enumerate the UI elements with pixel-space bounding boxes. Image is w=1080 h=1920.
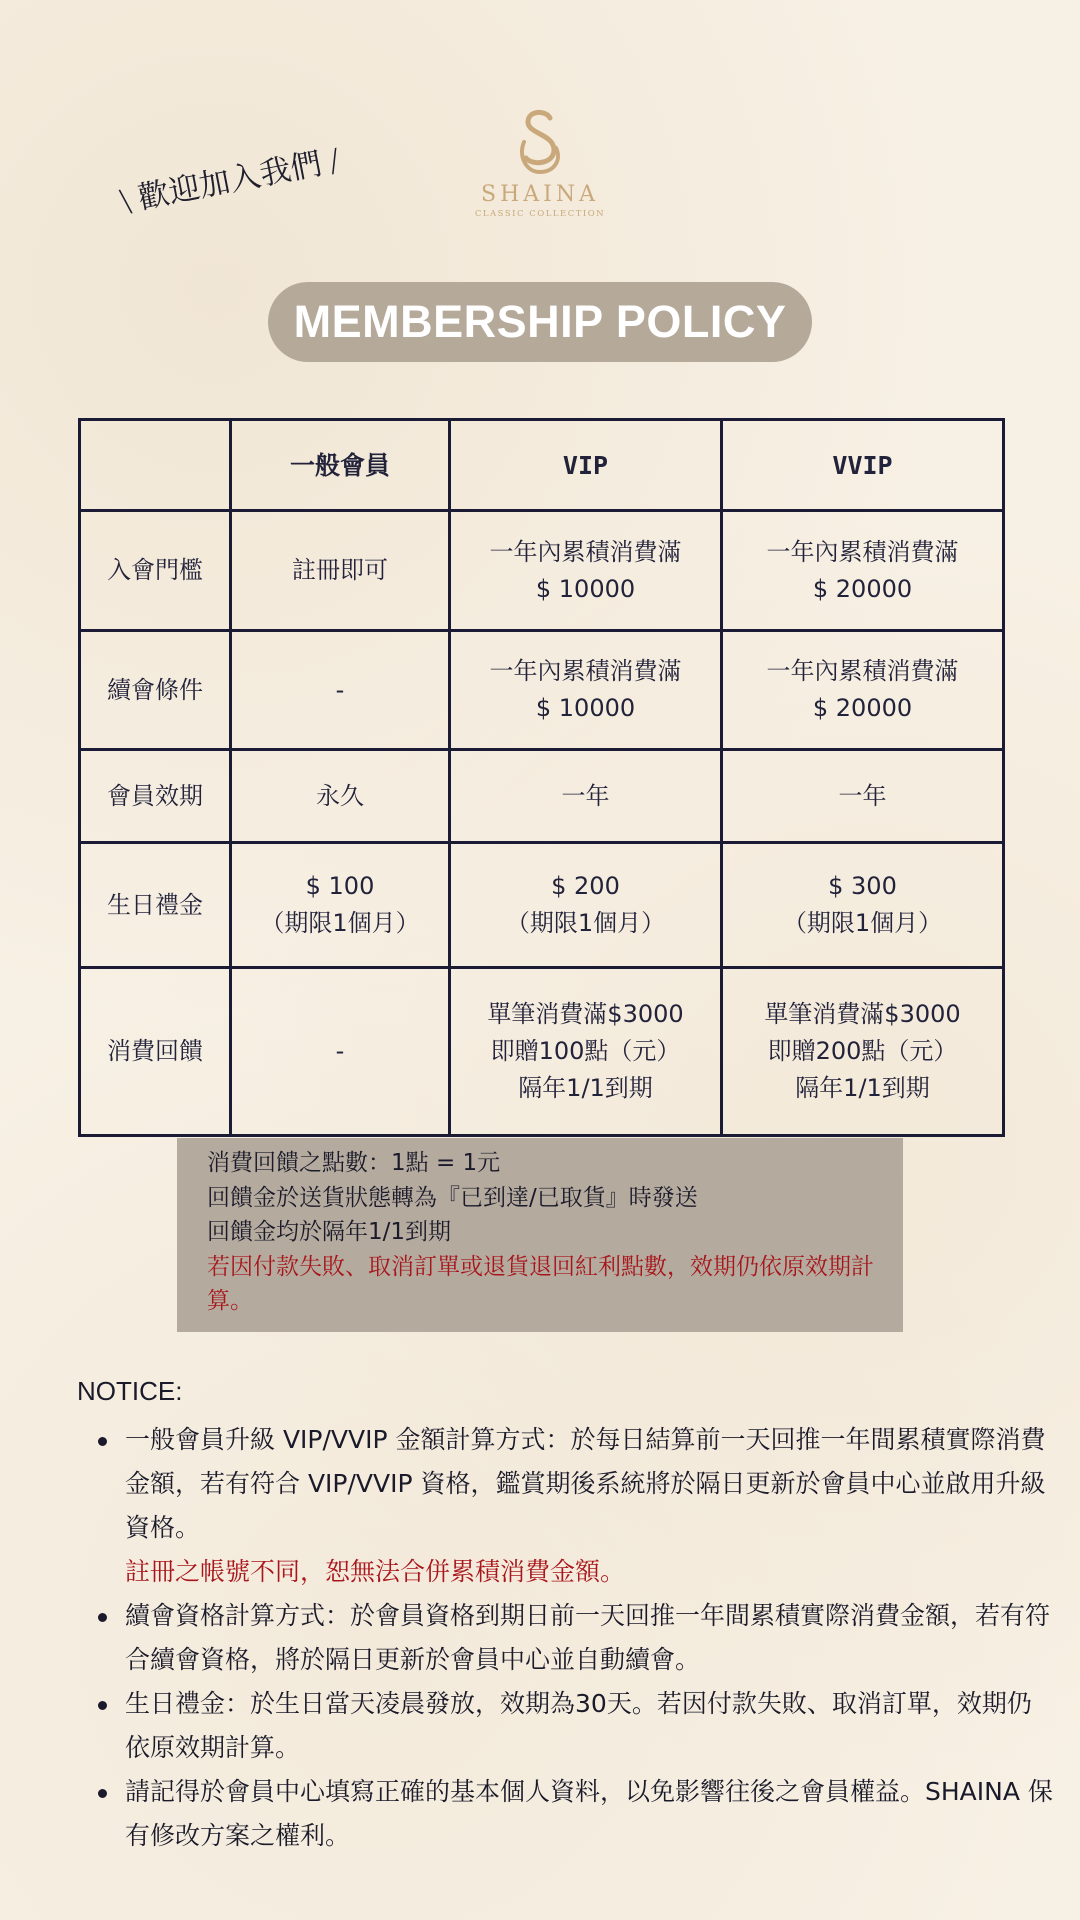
shaina-s-logo-icon [510, 104, 570, 176]
table-row [80, 511, 1004, 631]
row-label: 生日禮金 [80, 843, 231, 968]
row-label: 會員效期 [80, 750, 231, 843]
table-row [80, 968, 1004, 1136]
cell-general: - [231, 968, 450, 1136]
welcome-text: 歡迎加入我們 [135, 145, 325, 217]
page-title: MEMBERSHIP POLICY [293, 296, 787, 347]
notice-item-text: 請記得於會員中心填寫正確的基本個人資料，以免影響往後之會員權益。SHAINA 保有修改方案之權利。 [125, 1777, 1053, 1850]
notice-item-warning: 註冊之帳號不同，恕無法合併累積消費金額。 [125, 1557, 626, 1586]
cell-general: $ 100 （期限1個月） [231, 843, 450, 968]
note-warning: 若因付款失敗、取消訂單或退貨退回紅利點數，效期仍依原效期計算。 [207, 1253, 874, 1314]
cell-vip: 一年內累積消費滿 $ 10000 [450, 511, 722, 631]
header-vip: VIP [450, 420, 722, 511]
notice-list [77, 1418, 1053, 1858]
points-note-box [177, 1138, 903, 1332]
cell-general: - [231, 631, 450, 750]
header-corner-cell [80, 420, 231, 511]
table-row [80, 750, 1004, 843]
cell-vvip: 一年內累積消費滿 $ 20000 [722, 511, 1004, 631]
brand-logo [470, 104, 610, 219]
note-line: 回饋金均於隔年1/1到期 [207, 1219, 452, 1245]
membership-policy-table [78, 418, 1005, 1137]
cell-general: 永久 [231, 750, 450, 843]
table-row [80, 631, 1004, 750]
welcome-tagline [108, 133, 351, 223]
list-item [125, 1594, 1053, 1682]
cell-vip: 一年內累積消費滿 $ 10000 [450, 631, 722, 750]
notice-item-text: 生日禮金：於生日當天凌晨發放，效期為30天。若因付款失敗、取消訂單，效期仍依原效期計算。 [125, 1689, 1032, 1762]
cell-vvip: 一年 [722, 750, 1004, 843]
notice-item-text: 一般會員升級 VIP/VVIP 金額計算方式：於每日結算前一天回推一年間累積實際消費金額，若有符合 VIP/VVIP 資格，鑑賞期後系統將於隔日更新於會員中心並啟用升級資格。 [125, 1425, 1046, 1542]
brand-name: SHAINA [481, 182, 599, 207]
cell-vip: 一年 [450, 750, 722, 843]
row-label: 消費回饋 [80, 968, 231, 1136]
table-header-row [80, 420, 1004, 511]
cell-vvip: 單筆消費滿$3000 即贈200點（元） 隔年1/1到期 [722, 968, 1004, 1136]
header-general: 一般會員 [231, 420, 450, 511]
cell-vvip: $ 300 （期限1個月） [722, 843, 1004, 968]
welcome-slash-left: \ [117, 182, 135, 221]
cell-vvip: 一年內累積消費滿 $ 20000 [722, 631, 1004, 750]
notice-item-text: 續會資格計算方式：於會員資格到期日前一天回推一年間累積實際消費金額，若有符合續會資格，將於隔日更新於會員中心並自動續會。 [125, 1601, 1051, 1674]
list-item [125, 1770, 1053, 1858]
brand-tagline: CLASSIC COLLECTION [474, 209, 606, 219]
table-row [80, 843, 1004, 968]
row-label: 續會條件 [80, 631, 231, 750]
welcome-slash-right: / [325, 142, 343, 180]
cell-vip: 單筆消費滿$3000 即贈100點（元） 隔年1/1到期 [450, 968, 722, 1136]
note-line: 回饋金於送貨狀態轉為『已到達/已取貨』時發送 [207, 1184, 698, 1211]
header-vvip: VVIP [722, 420, 1004, 511]
list-item [125, 1418, 1053, 1594]
note-line: 消費回饋之點數：1點 = 1元 [207, 1150, 501, 1176]
notice-heading: NOTICE: [77, 1376, 183, 1406]
page-title-pill [268, 282, 812, 362]
cell-general: 註冊即可 [231, 511, 450, 631]
list-item [125, 1682, 1053, 1770]
cell-vip: $ 200 （期限1個月） [450, 843, 722, 968]
row-label: 入會門檻 [80, 511, 231, 631]
